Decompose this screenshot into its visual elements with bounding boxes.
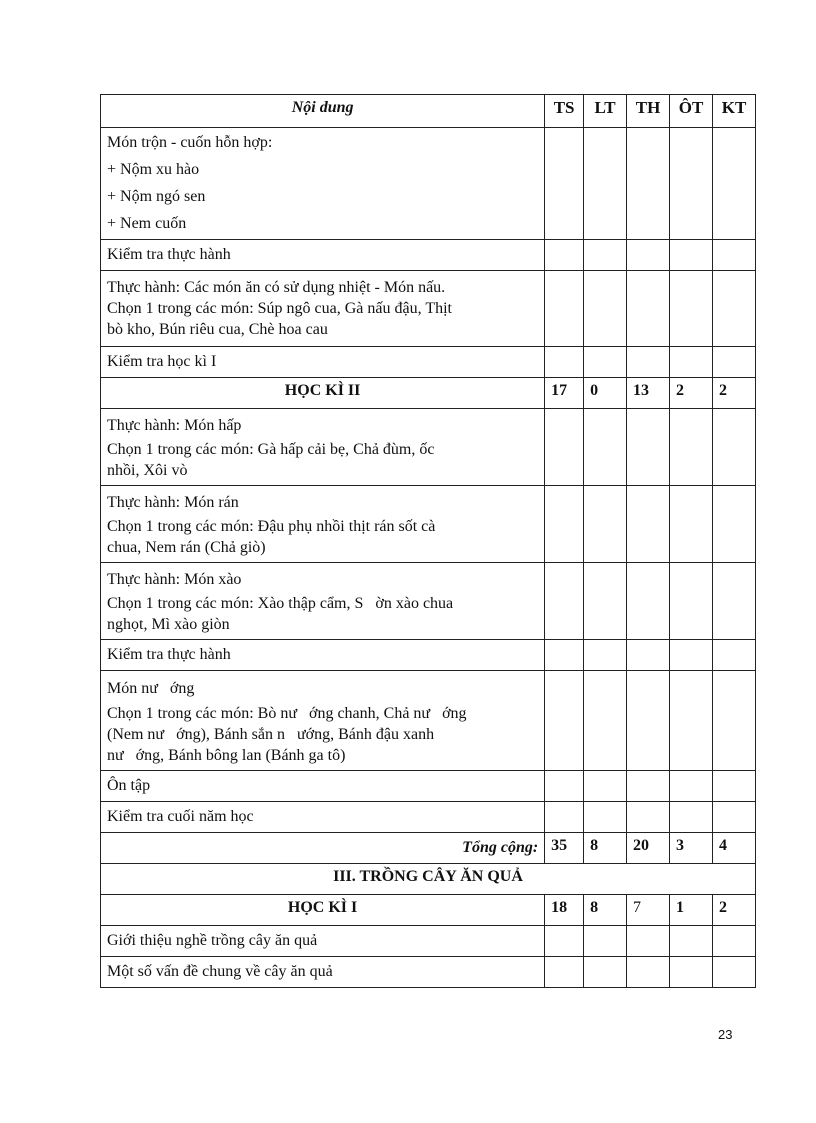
ts-value: 35: [545, 833, 584, 864]
row-content: [101, 563, 545, 640]
table-row: [101, 409, 756, 486]
row-text: Chọn 1 trong các món: Xào thập cẩm, S ờn xào chua: [107, 595, 454, 612]
ot-value: 1: [670, 895, 713, 926]
header-kt: KT: [713, 95, 756, 128]
row-content: Kiểm tra thực hành: [101, 240, 545, 271]
section-title: III. TRỒNG CÂY ĂN QUẢ: [101, 864, 756, 895]
ot-value: 2: [670, 378, 713, 409]
row-text: Thực hành: Các món ăn có sử dụng nhiệt - Món nấu.: [107, 279, 446, 296]
row-text: nư ớng, Bánh bông lan (Bánh ga tô): [107, 747, 346, 764]
header-ot: ÔT: [670, 95, 713, 128]
row-text: bò kho, Bún riêu cua, Chè hoa cau: [107, 321, 328, 338]
th-value: 13: [627, 378, 670, 409]
ts-value: 18: [545, 895, 584, 926]
row-text: Thực hành: Món hấp: [107, 417, 242, 434]
th-value: 20: [627, 833, 670, 864]
row-content: Kiểm tra cuối năm học: [101, 802, 545, 833]
row-content: Kiểm tra học kì I: [101, 347, 545, 378]
row-content: [101, 409, 545, 486]
lt-value: 8: [584, 833, 627, 864]
page-number: 23: [718, 1027, 733, 1042]
section-row: [101, 864, 756, 895]
row-text: + Nộm ngó sen: [107, 188, 206, 205]
row-text: (Nem nư ớng), Bánh sắn n ướng, Bánh đậu xanh: [107, 726, 435, 743]
table-row: [101, 926, 756, 957]
table-row: [101, 240, 756, 271]
total-row: [101, 833, 756, 864]
row-text: nghọt, Mì xào giòn: [107, 616, 230, 633]
ts-value: 17: [545, 378, 584, 409]
kt-value: 2: [713, 378, 756, 409]
semester-row: [101, 378, 756, 409]
header-content: Nội dung: [101, 95, 545, 128]
row-text: Chọn 1 trong các món: Súp ngô cua, Gà nấu đậu, Thịt: [107, 300, 452, 317]
table-row: [101, 671, 756, 771]
table-row: [101, 802, 756, 833]
row-text: chua, Nem rán (Chả giò): [107, 539, 266, 556]
semester-row: [101, 895, 756, 926]
row-content: [101, 671, 545, 771]
table-row: [101, 347, 756, 378]
total-label: Tổng cộng:: [101, 833, 545, 864]
kt-value: 2: [713, 895, 756, 926]
lt-value: 8: [584, 895, 627, 926]
curriculum-table: [100, 94, 756, 988]
table-row: [101, 957, 756, 988]
row-content: [101, 271, 545, 347]
table-header-row: [101, 95, 756, 128]
row-text: Chọn 1 trong các món: Bò nư ớng chanh, Chả nư ớng: [107, 705, 467, 722]
row-content: Ôn tập: [101, 771, 545, 802]
row-text: + Nem cuốn: [107, 215, 187, 232]
row-content: [101, 486, 545, 563]
row-text: nhồi, Xôi vò: [107, 462, 188, 479]
row-text: Món trộn - cuốn hỗn hợp:: [107, 134, 273, 151]
row-text: Thực hành: Món rán: [107, 494, 239, 511]
th-value: 7: [627, 895, 670, 926]
row-content: Kiểm tra thực hành: [101, 640, 545, 671]
row-content: Giới thiệu nghề trồng cây ăn quả: [101, 926, 545, 957]
table-row: [101, 563, 756, 640]
table-row: [101, 128, 756, 240]
row-text: Chọn 1 trong các món: Đậu phụ nhồi thịt rán sốt cà: [107, 518, 436, 535]
semester-label: HỌC KÌ I: [101, 895, 545, 926]
header-ts: TS: [545, 95, 584, 128]
table-row: [101, 771, 756, 802]
row-text: + Nộm xu hào: [107, 161, 200, 178]
semester-label: HỌC KÌ II: [101, 378, 545, 409]
lt-value: 0: [584, 378, 627, 409]
row-content: Một số vấn đề chung về cây ăn quả: [101, 957, 545, 988]
table-row: [101, 271, 756, 347]
ot-value: 3: [670, 833, 713, 864]
table-row: [101, 640, 756, 671]
row-content: [101, 128, 545, 240]
row-text: Thực hành: Món xào: [107, 571, 242, 588]
row-text: Món nư ớng: [107, 680, 195, 697]
row-text: Chọn 1 trong các món: Gà hấp cải bẹ, Chả đùm, ốc: [107, 441, 435, 458]
kt-value: 4: [713, 833, 756, 864]
table-row: [101, 486, 756, 563]
header-lt: LT: [584, 95, 627, 128]
header-th: TH: [627, 95, 670, 128]
